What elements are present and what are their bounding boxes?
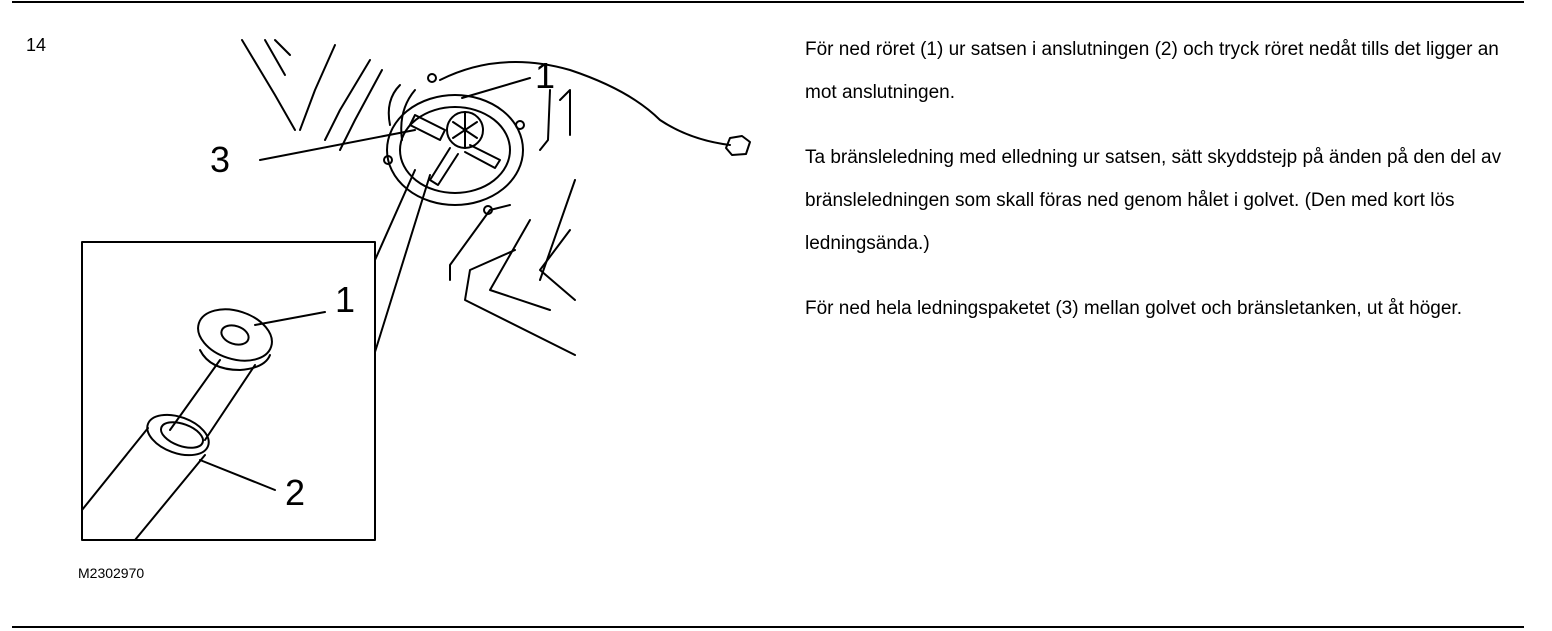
instruction-paragraph: För ned röret (1) ur satsen i anslutningen (2) och tryck röret nedåt tills det ligger an mot anslutningen. (805, 39, 1499, 103)
instruction-paragraph: Ta bränsleledning med elledning ur satsen, sätt skyddstejp på änden på den del av bränsleledningen som skall föras ned genom hålet i golvet. (Den med kort lös ledningsända.) (805, 147, 1502, 254)
callout-1-main: 1 (535, 55, 556, 96)
instruction-paragraph: För ned hela ledningspaketet (3) mellan golvet och bränsletanken, ut åt höger. (805, 298, 1462, 319)
callout-2-inset: 2 (285, 472, 306, 513)
callout-1-inset: 1 (335, 279, 356, 320)
figure-id: M2302970 (78, 565, 145, 581)
top-rule (12, 1, 1524, 3)
illustration-drawing (70, 30, 770, 560)
bottom-rule (12, 626, 1524, 628)
callout-3: 3 (210, 139, 231, 180)
instructions (805, 28, 1525, 352)
illustration (70, 30, 770, 560)
step-number: 14 (26, 35, 47, 55)
